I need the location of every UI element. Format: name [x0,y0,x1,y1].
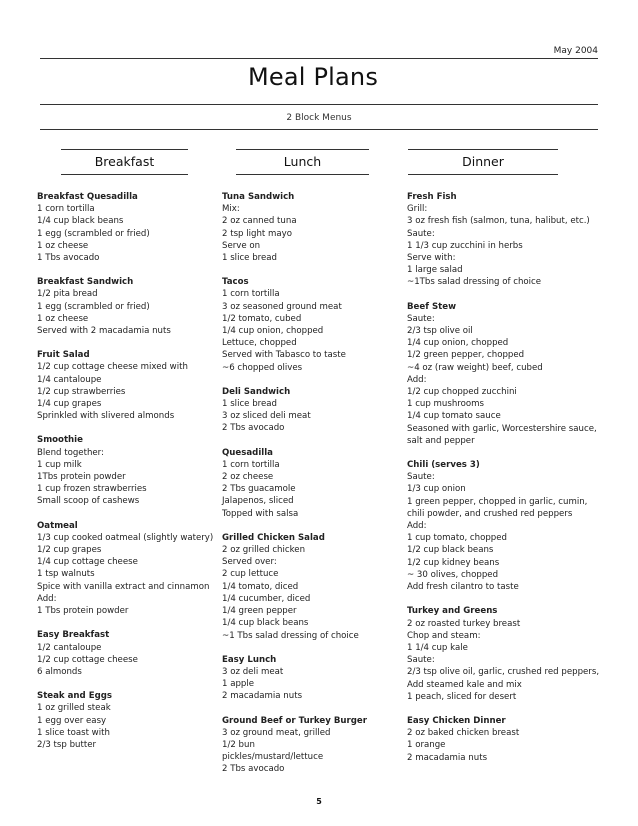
page-number: 5 [316,797,322,806]
meal-line: Spice with vanilla extract and cinnamon [37,581,210,592]
meal-line: 2 Tbs guacamole [222,484,296,495]
meal-line: 2 macadamia nuts [222,691,303,702]
meal-line: 1/4 cucumber, diced [222,593,311,604]
meal-line: Add fresh cilantro to taste [407,582,519,593]
meal-line: Small scoop of cashews [37,496,140,507]
meal-title: Breakfast Sandwich [37,277,134,288]
meal-line: Sprinkled with slivered almonds [37,411,175,422]
meal-line: 1 slice toast with [37,727,110,738]
meal-block [407,605,607,703]
meal-line: chili powder, and crushed red peppers [407,508,573,519]
meal-line: 1/2 green pepper, chopped [407,350,525,361]
meal-line: Saute: [407,472,435,483]
meal-line: 1 oz cheese [37,313,89,324]
meal-block [222,654,412,703]
meal-line: 1 oz cheese [37,240,89,251]
subtitle-rule [40,129,598,130]
meal-block [37,629,227,678]
meal-line: 1 cup milk [37,459,82,470]
meal-line: 2 macadamia nuts [407,752,488,763]
meal-line: Serve on [222,240,261,251]
meal-title: Deli Sandwich [222,386,291,397]
meal-line: 1 Tbs avocado [37,253,100,264]
meal-title: Tacos [222,277,249,288]
meal-title: Easy Breakfast [37,630,110,641]
meal-block [407,191,607,289]
meal-line: ~6 chopped olives [222,362,303,373]
meal-line: 1 peach, sliced for desert [407,691,517,702]
meal-line: Add: [407,374,427,385]
meal-line: 1/4 green pepper [222,606,297,617]
meal-line: 2 cup lettuce [222,569,279,580]
meal-title: Smoothie [37,435,83,446]
meal-title: Easy Lunch [222,654,277,665]
meal-title: Breakfast Quesadilla [37,192,138,202]
meal-line: 1 oz grilled steak [37,703,111,714]
meal-title: Steak and Eggs [37,691,112,702]
meal-line: Mix: [222,204,240,215]
meal-line: 1/2 cup kidney beans [407,557,500,568]
meal-title: Grilled Chicken Salad [222,532,325,543]
meal-line: 1 large salad [407,265,463,276]
meal-line: 1/3 cup onion [407,484,466,495]
meal-line: ~1 Tbs salad dressing of choice [222,630,359,641]
meal-line: pickles/mustard/lettuce [222,752,324,763]
meal-line: 2 oz canned tuna [222,216,297,227]
meal-title: Quesadilla [222,447,273,458]
meal-line: 1/2 tomato, cubed [222,313,302,324]
meal-line: Saute: [407,228,435,239]
meal-line: 1 1/3 cup zucchini in herbs [407,240,523,251]
meal-block [37,434,227,507]
column-lunch [222,191,412,788]
meal-line: Add: [407,521,427,532]
meal-title: Oatmeal [37,520,78,531]
meal-line: 1 slice bread [222,253,278,264]
meal-line: 1/4 cup black beans [222,618,309,629]
meal-line: 1/2 cup chopped zucchini [407,387,517,398]
column-heading-breakfast: Breakfast [61,149,188,175]
meal-line: 1 egg (scrambled or fried) [37,301,150,312]
meal-line: 3 oz deli meat [222,666,284,677]
meal-line: Grill: [407,204,428,215]
meal-line: 1/2 pita bread [37,289,98,300]
meal-line: 1/4 cup cottage cheese [37,557,138,568]
meal-line: 2 tsp light mayo [222,228,292,239]
meal-line: 1/4 cup tomato sauce [407,411,501,422]
meal-line: 2/3 tsp olive oil [407,326,473,337]
meal-line: Blend together: [37,447,104,458]
meal-line: 1 slice bread [222,399,278,410]
meal-line: Served with Tabasco to taste [222,350,346,361]
meal-line: 1 egg over easy [37,715,107,726]
meal-line: 1 corn tortilla [37,204,95,215]
meal-line: 1/4 tomato, diced [222,581,299,592]
meal-line: Seasoned with garlic, Worcestershire sauce, [407,423,597,434]
column-dinner [407,191,607,776]
meal-line: Served over: [222,557,277,568]
meal-line: 2/3 tsp olive oil, garlic, crushed red peppers, [407,667,600,678]
page-title: Meal Plans [248,63,379,91]
column-breakfast [37,191,227,763]
meal-line: 1/2 cantaloupe [37,642,102,653]
meal-line: 1 green pepper, chopped in garlic, cumin, [407,496,588,507]
meal-block [37,520,227,618]
meal-line: 1 1/4 cup kale [407,642,468,653]
date-label: May 2004 [553,46,598,56]
meal-line: 1/2 bun [222,739,255,750]
meal-line: ~1Tbs salad dressing of choice [407,277,542,288]
meal-line: 1 tsp walnuts [37,569,95,580]
meal-block [37,349,227,422]
meal-line: 2 Tbs avocado [222,423,285,434]
meal-line: 1 apple [222,679,255,690]
meal-title: Turkey and Greens [407,606,498,617]
meal-block [222,715,412,776]
meal-title: Beef Stew [407,301,457,312]
meal-line: 1/2 cup strawberries [37,386,126,397]
meal-line: 1 cup tomato, chopped [407,533,507,544]
meal-line: 1 Tbs protein powder [37,606,129,617]
meal-line: Jalapenos, sliced [222,496,294,507]
meal-block [222,276,412,374]
meal-line: 2 oz roasted turkey breast [407,618,521,629]
meal-line: 1 cup frozen strawberries [37,484,147,495]
meal-block [222,447,412,520]
meal-block [407,301,607,447]
meal-line: 1Tbs protein powder [37,472,126,483]
meal-block [222,532,412,642]
meal-line: 1/2 cup cottage cheese mixed with [37,362,188,373]
meal-line: ~ 30 olives, chopped [407,569,499,580]
meal-line: 6 almonds [37,666,82,677]
meal-block [222,191,412,264]
top-rule [40,58,598,59]
meal-title: Ground Beef or Turkey Burger [222,715,367,726]
meal-line: 1/3 cup cooked oatmeal (slightly watery) [37,532,214,543]
title-rule [40,104,598,105]
meal-line: 2/3 tsp butter [37,739,97,750]
meal-line: 1 corn tortilla [222,289,280,300]
meal-title: Easy Chicken Dinner [407,715,506,726]
column-heading-dinner: Dinner [408,149,558,175]
meal-block [37,690,227,751]
meal-line: 1 corn tortilla [222,459,280,470]
meal-line: 1/4 cup onion, chopped [222,326,324,337]
meal-block [407,715,607,764]
meal-line: 3 oz fresh fish (salmon, tuna, halibut, etc.) [407,216,590,227]
meal-line: Topped with salsa [222,508,299,519]
meal-line: Serve with: [407,253,456,264]
meal-line: 2 Tbs avocado [222,764,285,775]
meal-line: 1 orange [407,740,446,751]
meal-line: 1/4 cantaloupe [37,374,102,385]
meal-line: 1/4 cup grapes [37,399,102,410]
meal-line: 2 oz cheese [222,472,274,483]
meal-block [222,386,412,435]
meal-line: 1/4 cup black beans [37,216,124,227]
meal-line: 1/2 cup black beans [407,545,494,556]
meal-line: ~4 oz (raw weight) beef, cubed [407,362,543,373]
meal-line: Chop and steam: [407,630,481,641]
meal-line: 3 oz ground meat, grilled [222,727,331,738]
meal-line: salt and pepper [407,435,475,446]
meal-title: Tuna Sandwich [222,192,295,202]
meal-line: 1 egg (scrambled or fried) [37,228,150,239]
meal-title: Chili (serves 3) [407,460,480,471]
meal-line: 1 cup mushrooms [407,399,485,410]
meal-line: 1/4 cup onion, chopped [407,338,509,349]
meal-line: Lettuce, chopped [222,338,297,349]
meal-line: Add: [37,593,57,604]
meal-line: 3 oz seasoned ground meat [222,301,342,312]
meal-title: Fruit Salad [37,350,90,361]
column-heading-lunch: Lunch [236,149,369,175]
meal-line: 1/2 cup grapes [37,545,102,556]
meal-block [407,459,607,593]
meal-title: Fresh Fish [407,192,457,202]
meal-line: 2 oz grilled chicken [222,545,306,556]
meal-line: 3 oz sliced deli meat [222,411,311,422]
page-subtitle: 2 Block Menus [286,113,352,123]
meal-line: 1/2 cup cottage cheese [37,654,138,665]
meal-line: Add steamed kale and mix [407,679,522,690]
meal-line: Served with 2 macadamia nuts [37,326,171,337]
meal-line: 2 oz baked chicken breast [407,728,520,739]
meal-block [37,191,227,264]
meal-block [37,276,227,337]
meal-line: Saute: [407,313,435,324]
meal-line: Saute: [407,655,435,666]
